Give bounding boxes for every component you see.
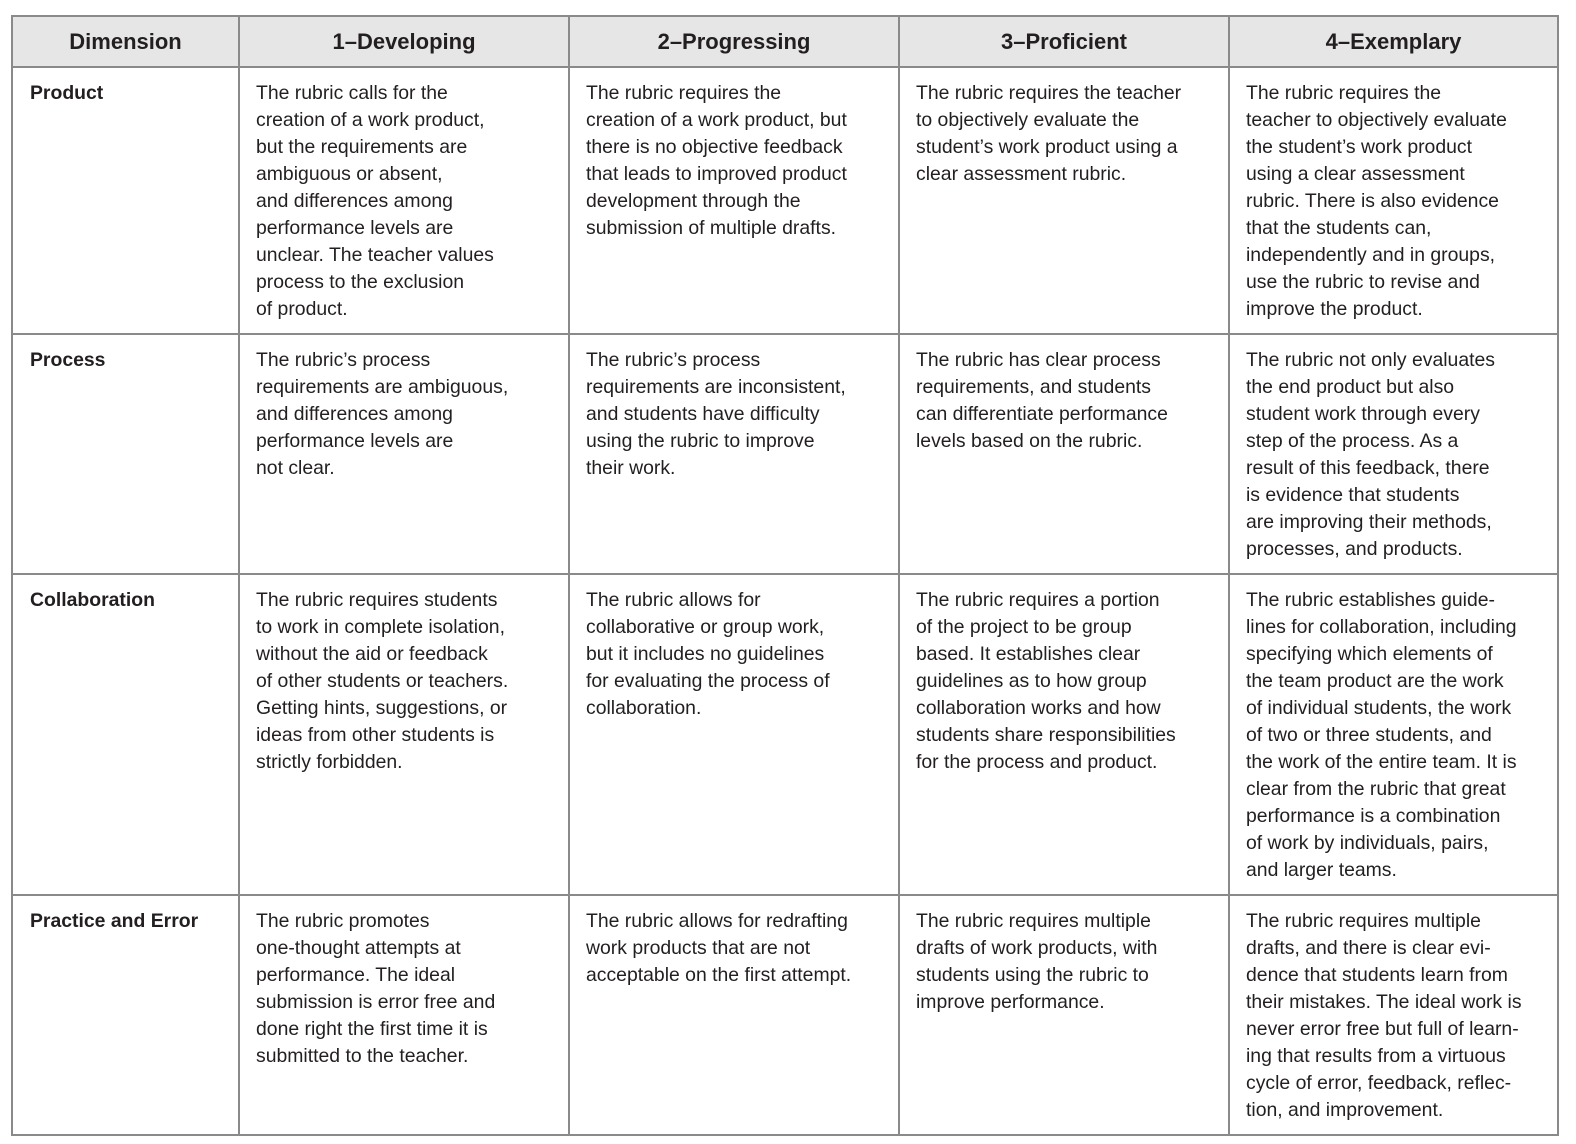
dimension-label: Practice and Error bbox=[12, 895, 239, 1135]
cell-text: The rubric requires the teacher to objectively evaluate the student’s work product using a clear assessment rubric. There is also evidence that the students can, independently and in groups, use the rubric to revise and improve the product. bbox=[1246, 82, 1507, 320]
cell-text: The rubric allows for collaborative or group work, but it includes no guidelines for evaluating the process of collaboration. bbox=[586, 589, 830, 719]
cell-text: The rubric promotes one-thought attempts at performance. The ideal submission is error free and done right the first time it is submitted to the teacher. bbox=[256, 910, 496, 1067]
cell-progressing bbox=[569, 67, 899, 334]
cell-progressing bbox=[569, 574, 899, 895]
cell-developing bbox=[239, 334, 569, 574]
cell-text: The rubric requires the teacher to objectively evaluate the student’s work product using a clear assessment rubric. bbox=[916, 82, 1182, 185]
cell-proficient bbox=[899, 574, 1229, 895]
cell-exemplary bbox=[1229, 67, 1558, 334]
cell-text: The rubric allows for redrafting work products that are not acceptable on the first attempt. bbox=[586, 910, 852, 986]
dimension-label: Collaboration bbox=[12, 574, 239, 895]
dimension-label: Product bbox=[12, 67, 239, 334]
cell-text: The rubric requires the creation of a work product, but there is no objective feedback that leads to improved product development through the submission of multiple drafts. bbox=[586, 82, 847, 239]
cell-text: The rubric requires multiple drafts, and there is clear evi- dence that students learn from their mistakes. The ideal work is never error free but full of learn- ing that results from a virtuous cycle of error, feedback, reflec- tion, and improvement. bbox=[1246, 910, 1522, 1121]
header-developing: 1–Developing bbox=[239, 16, 569, 67]
table-row-collaboration bbox=[12, 574, 1558, 895]
header-dimension: Dimension bbox=[12, 16, 239, 67]
cell-text: The rubric has clear process requirements, and students can differentiate performance levels based on the rubric. bbox=[916, 349, 1168, 452]
cell-exemplary bbox=[1229, 895, 1558, 1135]
cell-text: The rubric’s process requirements are inconsistent, and students have difficulty using the rubric to improve their work. bbox=[586, 349, 846, 479]
cell-developing bbox=[239, 67, 569, 334]
cell-developing bbox=[239, 574, 569, 895]
table-row-practice-and-error bbox=[12, 895, 1558, 1135]
cell-text: The rubric’s process requirements are ambiguous, and differences among performance levels are not clear. bbox=[256, 349, 509, 479]
cell-proficient bbox=[899, 334, 1229, 574]
table-row-product bbox=[12, 67, 1558, 334]
header-row bbox=[12, 16, 1558, 67]
cell-proficient bbox=[899, 895, 1229, 1135]
cell-developing bbox=[239, 895, 569, 1135]
cell-text: The rubric requires students to work in complete isolation, without the aid or feedback of other students or teachers. Getting hints, suggestions, or ideas from other students is strictly forbidden. bbox=[256, 589, 509, 773]
cell-text: The rubric establishes guide- lines for collaboration, including specifying which elements of the team product are the work of individual students, the work of two or three students, and the work of the entire team. It is clear from the rubric that great performance is a combination of work by individuals, pairs, and larger teams. bbox=[1246, 589, 1517, 881]
cell-text: The rubric calls for the creation of a work product, but the requirements are ambiguous or absent, and differences among performance levels are unclear. The teacher values process to the exclusion of product. bbox=[256, 82, 494, 320]
cell-progressing bbox=[569, 895, 899, 1135]
header-progressing: 2–Progressing bbox=[569, 16, 899, 67]
table-row-process bbox=[12, 334, 1558, 574]
rubric-table bbox=[11, 15, 1559, 1136]
cell-exemplary bbox=[1229, 334, 1558, 574]
header-exemplary: 4–Exemplary bbox=[1229, 16, 1558, 67]
cell-exemplary bbox=[1229, 574, 1558, 895]
header-proficient: 3–Proficient bbox=[899, 16, 1229, 67]
cell-text: The rubric requires multiple drafts of work products, with students using the rubric to improve performance. bbox=[916, 910, 1158, 1013]
dimension-label: Process bbox=[12, 334, 239, 574]
cell-text: The rubric not only evaluates the end product but also student work through every step of the process. As a result of this feedback, there is evidence that students are improving their methods, processes, and products. bbox=[1246, 349, 1495, 560]
cell-proficient bbox=[899, 67, 1229, 334]
cell-text: The rubric requires a portion of the project to be group based. It establishes clear guidelines as to how group collaboration works and how students share responsibilities for the process and product. bbox=[916, 589, 1176, 773]
cell-progressing bbox=[569, 334, 899, 574]
